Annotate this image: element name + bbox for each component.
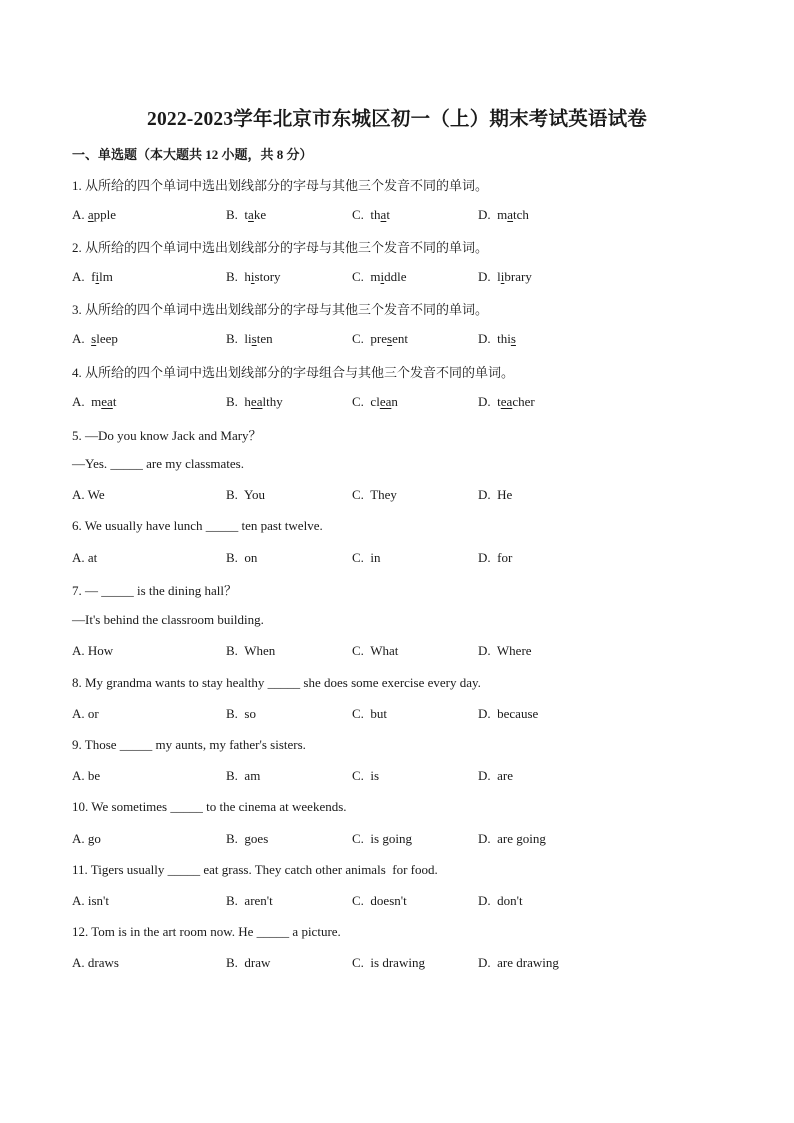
option-letter: D. xyxy=(478,207,498,222)
option-text: t xyxy=(244,207,249,222)
underlined-letters: a xyxy=(380,207,387,222)
answer-option[interactable] xyxy=(226,643,275,659)
question-stem: 8. My grandma wants to stay healthy _____ she does some exercise every day. xyxy=(72,675,481,690)
question-dialogue-line: —Yes. _____ are my classmates. xyxy=(72,456,244,471)
question-stem: 1. 从所给的四个单词中选出划线部分的字母与其他三个发音不同的单词。 xyxy=(72,178,489,193)
answer-option[interactable] xyxy=(478,768,513,784)
option-letter: B. xyxy=(226,331,245,346)
option-letter: D. xyxy=(478,394,498,409)
option-text: don't xyxy=(497,893,523,908)
option-text: ddle xyxy=(384,269,407,284)
option-letter: A. xyxy=(72,550,88,565)
answer-option[interactable] xyxy=(478,706,538,722)
option-letter: B. xyxy=(226,831,245,846)
option-text: th xyxy=(370,207,381,222)
option-letter: D. xyxy=(478,550,498,565)
option-text: brary xyxy=(504,269,532,284)
answer-option[interactable] xyxy=(226,550,257,566)
option-text: is going xyxy=(370,831,412,846)
answer-option[interactable] xyxy=(352,269,407,285)
underlined-letters: a xyxy=(248,207,254,222)
answer-option[interactable] xyxy=(72,831,101,847)
option-text: for xyxy=(497,550,513,565)
option-letter: C. xyxy=(352,207,371,222)
options-row xyxy=(72,269,732,287)
option-text: doesn't xyxy=(370,893,407,908)
options-row xyxy=(72,394,732,412)
option-text: l xyxy=(497,269,501,284)
option-text: n xyxy=(391,394,398,409)
underlined-letters: ea xyxy=(500,394,513,409)
underlined-letters: s xyxy=(510,331,516,346)
answer-option[interactable] xyxy=(478,394,535,410)
option-text: ten xyxy=(256,331,273,346)
answer-option[interactable] xyxy=(72,550,97,566)
option-letter: A. xyxy=(72,331,92,346)
option-letter: C. xyxy=(352,331,371,346)
option-text: go xyxy=(87,831,101,846)
option-letter: C. xyxy=(352,394,371,409)
option-letter: A. xyxy=(72,207,88,222)
underlined-letters: i xyxy=(95,269,100,284)
answer-option[interactable] xyxy=(478,893,523,909)
underlined-letters: i xyxy=(500,269,505,284)
option-text: thi xyxy=(497,331,511,346)
option-text: t xyxy=(386,207,390,222)
option-letter: C. xyxy=(352,768,371,783)
option-letter: D. xyxy=(478,643,497,658)
option-text: be xyxy=(87,768,101,783)
option-text: so xyxy=(244,706,256,721)
option-text: pple xyxy=(93,207,117,222)
options-row xyxy=(72,831,732,849)
option-text: You xyxy=(243,487,266,502)
option-letter: D. xyxy=(478,768,498,783)
option-letter: A. xyxy=(72,706,88,721)
option-text: or xyxy=(87,706,99,721)
option-text: cher xyxy=(512,394,535,409)
option-text: m xyxy=(497,207,508,222)
option-text: am xyxy=(244,768,261,783)
underlined-letters: ea xyxy=(250,394,263,409)
options-row xyxy=(72,643,732,661)
underlined-letters: a xyxy=(87,207,94,222)
option-letter: B. xyxy=(226,706,245,721)
answer-option[interactable] xyxy=(226,394,283,410)
option-letter: A. xyxy=(72,394,92,409)
answer-option[interactable] xyxy=(226,487,265,503)
underlined-letters: s xyxy=(251,331,257,346)
underlined-letters: s xyxy=(387,331,393,346)
options-row xyxy=(72,207,732,225)
option-letter: C. xyxy=(352,955,371,970)
answer-option[interactable] xyxy=(226,706,256,722)
option-text: because xyxy=(497,706,539,721)
option-text: are xyxy=(497,768,514,783)
option-text: h xyxy=(244,269,251,284)
answer-option[interactable] xyxy=(352,487,397,503)
answer-option[interactable] xyxy=(352,893,407,909)
option-letter: A. xyxy=(72,269,92,284)
answer-option[interactable] xyxy=(72,394,116,410)
underlined-letters: ea xyxy=(101,394,113,409)
option-letter: A. xyxy=(72,768,88,783)
option-text: li xyxy=(244,331,252,346)
option-letter: B. xyxy=(226,893,245,908)
option-text: draws xyxy=(87,955,119,970)
option-text: m xyxy=(91,394,102,409)
option-text: When xyxy=(244,643,276,658)
option-letter: A. xyxy=(72,487,88,502)
option-letter: D. xyxy=(478,831,498,846)
option-letter: D. xyxy=(478,487,498,502)
option-text: ent xyxy=(392,331,408,346)
option-text: leep xyxy=(96,331,118,346)
option-text: How xyxy=(87,643,114,658)
question-stem: 5. —Do you know Jack and Mary？ xyxy=(72,428,262,443)
options-row xyxy=(72,706,732,724)
answer-option[interactable] xyxy=(226,269,281,285)
option-text: f xyxy=(91,269,96,284)
option-letter: C. xyxy=(352,487,371,502)
option-letter: C. xyxy=(352,706,371,721)
answer-option[interactable] xyxy=(352,394,398,410)
answer-option[interactable] xyxy=(226,331,273,347)
options-row xyxy=(72,955,732,973)
answer-option[interactable] xyxy=(352,643,398,659)
underlined-letters: i xyxy=(250,269,255,284)
option-text: Where xyxy=(496,643,532,658)
option-letter: C. xyxy=(352,269,371,284)
option-letter: B. xyxy=(226,550,245,565)
answer-option[interactable] xyxy=(478,269,532,285)
section-heading: 一、单选题（本大题共 12 小题，共 8 分） xyxy=(72,147,313,162)
option-letter: A. xyxy=(72,831,88,846)
answer-option[interactable] xyxy=(478,487,512,503)
option-letter: C. xyxy=(352,643,371,658)
option-text: at xyxy=(87,550,98,565)
answer-option[interactable] xyxy=(72,331,118,347)
answer-option[interactable] xyxy=(72,487,105,503)
option-letter: C. xyxy=(352,550,371,565)
answer-option[interactable] xyxy=(478,643,532,659)
question-stem: 10. We sometimes _____ to the cinema at weekends. xyxy=(72,799,347,814)
answer-option[interactable] xyxy=(72,269,113,285)
answer-option[interactable] xyxy=(352,207,390,223)
answer-option[interactable] xyxy=(478,207,529,223)
option-text: lm xyxy=(99,269,113,284)
question-stem: 2. 从所给的四个单词中选出划线部分的字母与其他三个发音不同的单词。 xyxy=(72,240,489,255)
underlined-letters: ea xyxy=(379,394,392,409)
option-text: story xyxy=(254,269,281,284)
option-letter: B. xyxy=(226,394,245,409)
answer-option[interactable] xyxy=(352,955,425,971)
option-letter: D. xyxy=(478,893,498,908)
page-title: 2022-2023学年北京市东城区初一（上）期末考试英语试卷 xyxy=(147,109,647,130)
option-text: h xyxy=(244,394,251,409)
option-letter: C. xyxy=(352,893,371,908)
option-text: t xyxy=(112,394,117,409)
answer-option[interactable] xyxy=(478,831,546,847)
option-text: pre xyxy=(370,331,388,346)
option-text: m xyxy=(370,269,381,284)
underlined-letters: i xyxy=(380,269,385,284)
option-text: are drawing xyxy=(497,955,559,970)
option-letter: B. xyxy=(226,487,244,502)
option-letter: B. xyxy=(226,269,245,284)
answer-option[interactable] xyxy=(226,831,268,847)
question-stem: 12. Tom is in the art room now. He _____ a picture. xyxy=(72,924,341,939)
option-text: t xyxy=(497,394,501,409)
answer-option[interactable] xyxy=(352,831,412,847)
option-letter: D. xyxy=(478,269,498,284)
option-text: He xyxy=(497,487,513,502)
option-text: in xyxy=(370,550,381,565)
option-letter: A. xyxy=(72,643,88,658)
option-text: lthy xyxy=(262,394,283,409)
question-stem: 9. Those _____ my aunts, my father's sisters. xyxy=(72,737,306,752)
option-text: tch xyxy=(513,207,529,222)
answer-option[interactable] xyxy=(72,207,116,223)
question-stem: 4. 从所给的四个单词中选出划线部分的字母组合与其他三个发音不同的单词。 xyxy=(72,365,515,380)
option-text: are going xyxy=(497,831,546,846)
options-row xyxy=(72,331,732,349)
option-letter: B. xyxy=(226,768,245,783)
option-text: ke xyxy=(253,207,267,222)
option-text: is drawing xyxy=(370,955,425,970)
option-letter: B. xyxy=(226,207,245,222)
answer-option[interactable] xyxy=(352,331,408,347)
option-text: on xyxy=(244,550,258,565)
answer-option[interactable] xyxy=(72,706,99,722)
option-text: We xyxy=(87,487,105,502)
answer-option[interactable] xyxy=(72,893,109,909)
options-row xyxy=(72,893,732,911)
option-text: They xyxy=(370,487,397,502)
option-text: cl xyxy=(370,394,380,409)
answer-option[interactable] xyxy=(226,207,266,223)
option-letter: D. xyxy=(478,955,498,970)
answer-option[interactable] xyxy=(478,331,516,347)
answer-option[interactable] xyxy=(352,768,379,784)
answer-option[interactable] xyxy=(226,955,270,971)
option-text: aren't xyxy=(244,893,273,908)
question-dialogue-line: —It's behind the classroom building. xyxy=(72,612,264,627)
option-letter: A. xyxy=(72,893,88,908)
option-text: is xyxy=(370,768,380,783)
option-letter: A. xyxy=(72,955,88,970)
underlined-letters: a xyxy=(507,207,514,222)
options-row xyxy=(72,550,732,568)
option-letter: C. xyxy=(352,831,371,846)
answer-option[interactable] xyxy=(478,550,512,566)
option-letter: D. xyxy=(478,331,498,346)
option-text: goes xyxy=(244,831,269,846)
question-stem: 3. 从所给的四个单词中选出划线部分的字母与其他三个发音不同的单词。 xyxy=(72,302,489,317)
question-stem: 7. — _____ is the dining hall？ xyxy=(72,583,238,598)
option-text: draw xyxy=(244,955,271,970)
underlined-letters: s xyxy=(91,331,97,346)
question-stem: 11. Tigers usually _____ eat grass. They catch other animals for food. xyxy=(72,862,438,877)
option-letter: B. xyxy=(226,643,245,658)
option-letter: D. xyxy=(478,706,498,721)
answer-option[interactable] xyxy=(72,955,119,971)
question-stem: 6. We usually have lunch _____ ten past twelve. xyxy=(72,518,323,533)
answer-option[interactable] xyxy=(352,550,381,566)
answer-option[interactable] xyxy=(352,706,387,722)
option-text: but xyxy=(370,706,388,721)
answer-option[interactable] xyxy=(226,768,260,784)
option-text: What xyxy=(370,643,399,658)
answer-option[interactable] xyxy=(226,893,273,909)
option-text: isn't xyxy=(87,893,110,908)
answer-option[interactable] xyxy=(72,643,113,659)
options-row xyxy=(72,768,732,786)
option-letter: B. xyxy=(226,955,245,970)
answer-option[interactable] xyxy=(478,955,559,971)
answer-option[interactable] xyxy=(72,768,100,784)
options-row xyxy=(72,487,732,505)
